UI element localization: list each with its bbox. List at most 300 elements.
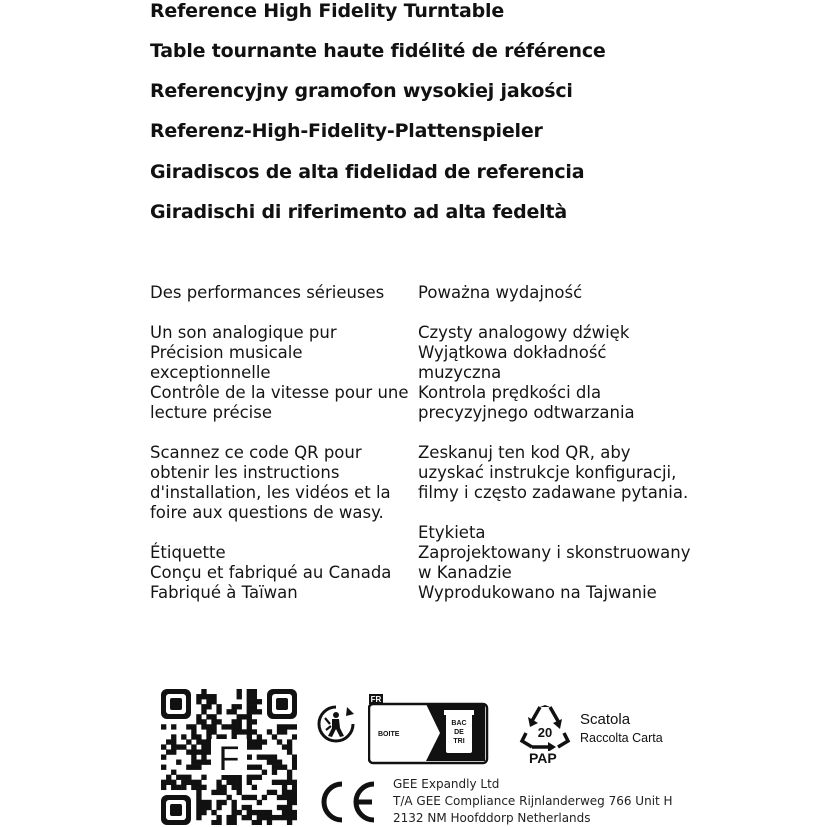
qr-module: [282, 780, 287, 785]
french-column: [150, 283, 410, 603]
qr-module: [282, 805, 287, 810]
qr-module: [237, 790, 242, 795]
qr-module: [282, 765, 287, 770]
qr-module: [171, 780, 176, 785]
qr-module: [252, 765, 257, 770]
qr-module: [206, 694, 211, 699]
qr-module: [267, 760, 272, 765]
qr-module: [216, 709, 221, 714]
qr-module: [252, 694, 257, 699]
qr-module: [247, 754, 252, 759]
qr-module: [252, 739, 257, 744]
qr-module: [176, 760, 181, 765]
qr-module: [196, 805, 201, 810]
qr-module: [282, 724, 287, 729]
qr-module: [277, 724, 282, 729]
qr-module: [247, 795, 252, 800]
title-french: Table tournante haute fidélité de référence: [150, 40, 606, 62]
qr-module: [237, 689, 242, 694]
qr-module: [272, 770, 277, 775]
french-feature: Un son analogique pur: [150, 323, 337, 342]
qr-module: [247, 699, 252, 704]
qr-module: [247, 744, 252, 749]
qr-module: [221, 734, 226, 739]
qr-module: [196, 719, 201, 724]
qr-module: [161, 765, 166, 770]
polish-feature: muzyczna: [418, 363, 502, 382]
qr-module: [201, 719, 206, 724]
qr-module: [171, 749, 176, 754]
qr-module: [257, 800, 262, 805]
french-qr-text: Scannez ce code QR pour: [150, 443, 362, 462]
qr-module: [262, 795, 267, 800]
qr-module: [292, 734, 297, 739]
qr-module: [211, 719, 216, 724]
qr-code[interactable]: [161, 689, 297, 825]
qr-module: [181, 744, 186, 749]
french-label: Fabriqué à Taïwan: [150, 583, 298, 602]
qr-module: [191, 729, 196, 734]
qr-module: [176, 744, 181, 749]
qr-module: [287, 775, 292, 780]
polish-qr-text: Zeskanuj ten kod QR, aby: [418, 443, 631, 462]
qr-module: [257, 709, 262, 714]
qr-module: [252, 704, 257, 709]
de-text: DE: [454, 729, 464, 736]
qr-module: [186, 724, 191, 729]
qr-module: [161, 785, 166, 790]
qr-module: [161, 744, 166, 749]
qr-module: [232, 719, 237, 724]
qr-module: [247, 689, 252, 694]
qr-module: [232, 785, 237, 790]
polish-feature: Wyjątkowa dokładność: [418, 343, 607, 362]
qr-module: [277, 795, 282, 800]
qr-module: [237, 719, 242, 724]
qr-module: [206, 744, 211, 749]
qr-module: [282, 790, 287, 795]
qr-module: [196, 694, 201, 699]
qr-module: [226, 795, 231, 800]
qr-module: [247, 714, 252, 719]
qr-module: [196, 790, 201, 795]
qr-module: [247, 775, 252, 780]
french-feature: exceptionnelle: [150, 363, 271, 382]
qr-module: [257, 744, 262, 749]
qr-module: [216, 820, 221, 825]
qr-module: [201, 805, 206, 810]
qr-module: [196, 739, 201, 744]
qr-module: [282, 785, 287, 790]
qr-module: [171, 744, 176, 749]
french-qr-text: foire aux questions de wasy.: [150, 503, 384, 522]
company-name: GEE Expandly Ltd: [393, 777, 500, 791]
qr-module: [206, 724, 211, 729]
qr-module: [196, 785, 201, 790]
qr-module: [206, 760, 211, 765]
qr-module: [287, 820, 292, 825]
qr-module: [292, 785, 297, 790]
qr-module: [252, 744, 257, 749]
qr-module: [216, 800, 221, 805]
qr-module: [196, 815, 201, 820]
qr-module: [201, 749, 206, 754]
qr-module: [216, 785, 221, 790]
qr-module: [277, 729, 282, 734]
qr-module: [237, 729, 242, 734]
qr-module: [206, 729, 211, 734]
qr-module: [201, 810, 206, 815]
recycle-number: 20: [537, 725, 553, 740]
qr-module: [201, 785, 206, 790]
qr-module: [161, 754, 166, 759]
qr-module: [267, 815, 272, 820]
pap-code: PAP: [529, 750, 557, 766]
qr-module: [206, 800, 211, 805]
qr-module: [216, 719, 221, 724]
qr-module: [257, 815, 262, 820]
qr-module: [201, 739, 206, 744]
qr-module: [232, 704, 237, 709]
qr-module: [211, 790, 216, 795]
qr-module: [191, 765, 196, 770]
qr-module: [242, 795, 247, 800]
qr-module: [287, 810, 292, 815]
qr-module: [252, 795, 257, 800]
company-address: [393, 776, 673, 827]
bac-text: BAC: [451, 720, 467, 727]
qr-module: [262, 770, 267, 775]
qr-module: [186, 780, 191, 785]
qr-module: [272, 815, 277, 820]
french-performance: Des performances sérieuses: [150, 283, 385, 302]
qr-module: [206, 704, 211, 709]
qr-module: [196, 810, 201, 815]
qr-module: [191, 780, 196, 785]
qr-module: [252, 820, 257, 825]
qr-module: [221, 790, 226, 795]
qr-module: [262, 739, 267, 744]
qr-module: [262, 754, 267, 759]
qr-module: [166, 775, 171, 780]
qr-module: [277, 780, 282, 785]
qr-module: [191, 754, 196, 759]
qr-module: [262, 815, 267, 820]
polish-qr-text: filmy i często zadawane pytania.: [418, 483, 689, 502]
qr-module: [216, 704, 221, 709]
qr-module: [247, 704, 252, 709]
qr-module: [277, 805, 282, 810]
triman-icon: [316, 704, 356, 744]
title-spanish: Giradiscos de alta fidelidad de referencia: [150, 161, 585, 183]
qr-module: [226, 724, 231, 729]
qr-module: [232, 815, 237, 820]
qr-module: [277, 765, 282, 770]
qr-module: [282, 795, 287, 800]
polish-label: Etykieta: [418, 523, 486, 542]
qr-module: [257, 754, 262, 759]
ce-mark-icon: [316, 780, 378, 824]
qr-module: [272, 765, 277, 770]
qr-module: [287, 790, 292, 795]
polish-feature: Czysty analogowy dźwięk: [418, 323, 630, 342]
qr-module: [292, 795, 297, 800]
qr-module: [216, 734, 221, 739]
qr-module: [257, 810, 262, 815]
qr-module: [242, 815, 247, 820]
french-label: Étiquette: [150, 543, 226, 562]
polish-qr-text: uzyskać instrukcje konfiguracji,: [418, 463, 677, 482]
qr-module: [186, 765, 191, 770]
raccolta-text: Raccolta Carta: [580, 731, 663, 745]
qr-module: [292, 724, 297, 729]
company-address-line: T/A GEE Compliance Rijnlanderweg 766 Unit H: [393, 794, 673, 808]
qr-module: [196, 699, 201, 704]
qr-module: [277, 760, 282, 765]
qr-module: [211, 729, 216, 734]
qr-module: [267, 820, 272, 825]
qr-module: [287, 724, 292, 729]
qr-module: [166, 780, 171, 785]
qr-module: [267, 754, 272, 759]
qr-module: [232, 810, 237, 815]
qr-module: [191, 744, 196, 749]
qr-module: [257, 775, 262, 780]
qr-module: [232, 780, 237, 785]
qr-module: [226, 780, 231, 785]
qr-module: [201, 775, 206, 780]
qr-module: [247, 729, 252, 734]
qr-module: [166, 749, 171, 754]
qr-module: [237, 694, 242, 699]
polish-performance: Poważna wydajność: [418, 283, 583, 302]
qr-module: [161, 724, 166, 729]
qr-module: [252, 689, 257, 694]
qr-module: [252, 709, 257, 714]
french-qr-text: d'installation, les vidéos et la: [150, 483, 391, 502]
qr-module: [201, 724, 206, 729]
title-german: Referenz-High-Fidelity-Plattenspieler: [150, 120, 543, 142]
qr-module: [252, 719, 257, 724]
qr-module: [287, 800, 292, 805]
qr-letter: F: [218, 740, 240, 778]
qr-module: [196, 800, 201, 805]
qr-module: [252, 775, 257, 780]
qr-module: [206, 749, 211, 754]
qr-module: [221, 800, 226, 805]
french-sorting-label: [368, 693, 490, 765]
qr-module: [292, 754, 297, 759]
qr-module: [226, 815, 231, 820]
qr-module: [191, 749, 196, 754]
qr-module: [292, 765, 297, 770]
qr-module: [242, 805, 247, 810]
qr-module: [196, 780, 201, 785]
polish-label: w Kanadzie: [418, 563, 512, 582]
title-english: Reference High Fidelity Turntable: [150, 0, 505, 22]
scatola-text: Scatola: [580, 711, 631, 728]
qr-module: [267, 729, 272, 734]
qr-module: [232, 734, 237, 739]
qr-module: [272, 790, 277, 795]
qr-module: [201, 754, 206, 759]
qr-module: [211, 810, 216, 815]
qr-module: [171, 770, 176, 775]
qr-module: [287, 795, 292, 800]
qr-module: [287, 780, 292, 785]
qr-module: [161, 780, 166, 785]
qr-module: [216, 790, 221, 795]
qr-module: [216, 805, 221, 810]
qr-module: [247, 780, 252, 785]
qr-module: [247, 694, 252, 699]
qr-module: [287, 770, 292, 775]
qr-module: [232, 820, 237, 825]
boite-text: BOITE: [378, 731, 400, 738]
qr-module: [272, 734, 277, 739]
qr-module: [206, 714, 211, 719]
qr-module: [247, 765, 252, 770]
qr-module: [226, 709, 231, 714]
french-feature: lecture précise: [150, 403, 273, 422]
qr-module: [191, 760, 196, 765]
qr-module: [267, 810, 272, 815]
qr-module: [242, 714, 247, 719]
qr-module: [262, 810, 267, 815]
qr-module: [237, 714, 242, 719]
french-feature: Contrôle de la vitesse pour une: [150, 383, 409, 402]
qr-module: [181, 775, 186, 780]
qr-module: [232, 724, 237, 729]
qr-module: [272, 760, 277, 765]
qr-module: [216, 815, 221, 820]
qr-module: [191, 724, 196, 729]
qr-module: [282, 729, 287, 734]
qr-module: [206, 734, 211, 739]
qr-module: [196, 795, 201, 800]
polish-feature: precyzyjnego odtwarzania: [418, 403, 635, 422]
qr-module: [247, 734, 252, 739]
qr-module: [257, 739, 262, 744]
title-italian: Giradischi di riferimento ad alta fedeltà: [150, 201, 567, 223]
qr-module: [247, 805, 252, 810]
qr-module: [292, 800, 297, 805]
qr-module: [166, 739, 171, 744]
qr-module: [237, 810, 242, 815]
qr-module: [226, 820, 231, 825]
qr-module: [211, 714, 216, 719]
qr-module: [201, 800, 206, 805]
qr-module: [282, 810, 287, 815]
qr-module: [252, 785, 257, 790]
qr-module: [277, 815, 282, 820]
qr-module: [237, 780, 242, 785]
title-polish: Referencyjny gramofon wysokiej jakości: [150, 80, 573, 102]
qr-module: [252, 699, 257, 704]
qr-module: [196, 749, 201, 754]
qr-module: [171, 724, 176, 729]
qr-module: [171, 785, 176, 790]
qr-module: [272, 780, 277, 785]
qr-module: [196, 760, 201, 765]
qr-module: [287, 815, 292, 820]
fr-tag: FR: [370, 695, 382, 704]
qr-module: [211, 820, 216, 825]
qr-module: [232, 805, 237, 810]
qr-module: [257, 765, 262, 770]
french-label: Conçu et fabriqué au Canada: [150, 563, 392, 582]
qr-module: [191, 734, 196, 739]
qr-module: [272, 754, 277, 759]
qr-module: [247, 739, 252, 744]
qr-module: [186, 749, 191, 754]
qr-module: [242, 729, 247, 734]
qr-module: [257, 734, 262, 739]
qr-module: [252, 810, 257, 815]
qr-module: [232, 800, 237, 805]
recycling-triangle-icon: [518, 703, 572, 751]
qr-module: [201, 744, 206, 749]
qr-module: [206, 805, 211, 810]
qr-module: [287, 739, 292, 744]
qr-module: [201, 694, 206, 699]
qr-module: [257, 820, 262, 825]
qr-module: [171, 734, 176, 739]
qr-module: [277, 739, 282, 744]
qr-module: [287, 744, 292, 749]
qr-module: [196, 765, 201, 770]
polish-feature: Kontrola prędkości dla: [418, 383, 602, 402]
qr-module: [292, 810, 297, 815]
qr-module: [196, 714, 201, 719]
qr-module: [237, 704, 242, 709]
qr-module: [292, 815, 297, 820]
company-address-line: 2132 NM Hoofddorp Netherlands: [393, 811, 591, 825]
qr-module: [237, 724, 242, 729]
qr-module: [216, 780, 221, 785]
qr-module: [287, 749, 292, 754]
qr-module: [196, 734, 201, 739]
qr-module: [292, 780, 297, 785]
qr-module: [201, 704, 206, 709]
qr-module: [247, 724, 252, 729]
polish-column: [418, 283, 691, 603]
qr-module: [186, 775, 191, 780]
qr-module: [252, 729, 257, 734]
qr-module: [181, 785, 186, 790]
qr-module: [186, 739, 191, 744]
tri-text: TRI: [453, 738, 465, 745]
qr-module: [201, 689, 206, 694]
qr-module: [287, 805, 292, 810]
qr-module: [232, 729, 237, 734]
polish-label: Wyprodukowano na Tajwanie: [418, 583, 657, 602]
qr-module: [237, 785, 242, 790]
qr-module: [247, 815, 252, 820]
french-qr-text: obtenir les instructions: [150, 463, 340, 482]
qr-module: [191, 785, 196, 790]
french-feature: Précision musicale: [150, 343, 303, 362]
qr-module: [267, 790, 272, 795]
qr-module: [206, 699, 211, 704]
qr-module: [221, 785, 226, 790]
qr-module: [257, 699, 262, 704]
qr-module: [221, 724, 226, 729]
qr-module: [206, 739, 211, 744]
qr-module: [201, 709, 206, 714]
qr-module: [171, 739, 176, 744]
qr-module: [282, 744, 287, 749]
